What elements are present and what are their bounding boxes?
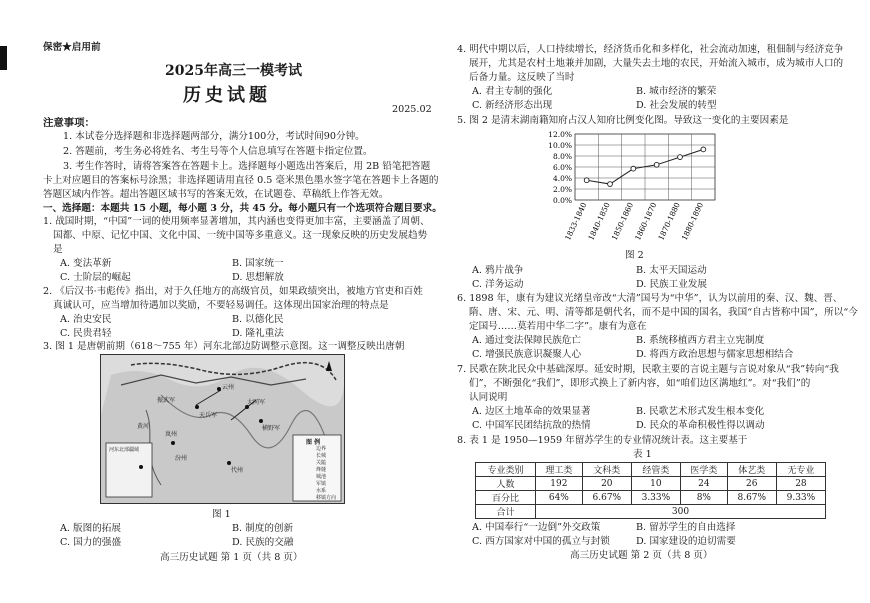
legend-item: 烽燧 <box>316 467 327 473</box>
legend-item: 水系 <box>316 488 327 494</box>
question-1-text: 国都、中原、记忆中国、文化中国、一统中国等多重意义。这一现象反映的历史发展趋势 <box>53 230 428 241</box>
section-heading: 一、选择题：本题共 15 小题，每小题 3 分，共 45 分。每小题只有一个选项符合题目要求。 <box>43 203 442 214</box>
legend-item: 边界 <box>316 446 327 452</box>
y-tick-label: 6.0% <box>552 163 572 172</box>
question-2-option-a[interactable]: A. 治史安民 <box>60 314 112 325</box>
table-header-cell: 文科类 <box>582 463 631 477</box>
question-4-text: 展开，尤其是农村土地兼并加剧，大量失去土地的农民，开始流入城市，成为城市人口的 <box>469 58 844 69</box>
table-total-row <box>476 505 826 519</box>
table-cell: 20 <box>582 477 631 491</box>
question-4-option-a[interactable]: A. 君主专制的强化 <box>472 86 553 97</box>
question-3-option-b[interactable]: B. 制度的创新 <box>232 523 294 534</box>
binding-mark <box>0 46 7 70</box>
table-cell: 8% <box>680 491 727 505</box>
y-tick-label: 0.0% <box>552 196 572 205</box>
question-7-option-b[interactable]: B. 民歌艺术形式发生根本变化 <box>636 406 765 417</box>
note-line: 2. 答题前，考生务必将姓名、考生号等个人信息填写在答题卡指定位置。 <box>63 146 373 157</box>
figure-2-caption: 图 2 <box>625 250 644 261</box>
question-3-option-a[interactable]: A. 版图的拓展 <box>60 523 121 534</box>
question-4-text: 4. 明代中期以后，人口持续增长，经济货币化和多样化，社会流动加速，租佃制与经济竞争 <box>457 44 844 55</box>
table-cell: 3.33% <box>631 491 680 505</box>
question-2-option-c[interactable]: C. 民贵君轻 <box>60 328 112 339</box>
question-7-text: 7. 民歌在陕北民众中基础深厚。延安时期，民歌主要的言说主题与言说对象从“我”转向“我 <box>457 364 839 375</box>
table-cell: 64% <box>535 491 582 505</box>
data-point <box>584 178 589 183</box>
confidential-label: 保密★启用前 <box>43 42 101 53</box>
exam-date: 2025.02 <box>392 104 432 115</box>
legend-item: 军镇 <box>316 481 327 487</box>
question-6-option-c[interactable]: C. 增强民族意识凝聚人心 <box>472 349 582 360</box>
question-6-text: 定国号……莫若用中华二字”。康有为意在 <box>469 321 647 332</box>
question-5-option-c[interactable]: C. 洋务运动 <box>472 279 524 290</box>
map-label: 横野军 <box>262 425 281 432</box>
y-tick-label: 12.0% <box>548 130 572 139</box>
table-total-label: 合计 <box>476 505 536 519</box>
data-point <box>631 166 636 171</box>
data-point <box>678 155 683 160</box>
x-tick-label: 1850-1860 <box>609 201 636 242</box>
table-row <box>476 477 826 491</box>
question-1-text: 1. 战国时期，“中国”一词的使用频率显著增加，其内涵也变得更加丰富，主要涵盖了周朝、 <box>43 216 430 227</box>
question-8-option-d[interactable]: D. 国家建设的迫切需要 <box>636 536 736 547</box>
table-cell: 28 <box>776 477 825 491</box>
question-3-option-c[interactable]: C. 国力的强盛 <box>60 537 122 548</box>
x-tick-label: 1860-1870 <box>633 201 659 242</box>
map-label: 云州 <box>222 384 235 391</box>
question-4-option-d[interactable]: D. 社会发展的转型 <box>636 100 717 111</box>
question-8-option-c[interactable]: C. 西方国家对中国的孤立与封锁 <box>472 536 610 547</box>
data-point <box>654 162 659 167</box>
page-footer-right: 高三历史试题 第 2 页（共 8 页） <box>570 550 713 561</box>
map-label: 大同军 <box>247 399 266 406</box>
question-4-option-c[interactable]: C. 新经济形态出现 <box>472 100 553 111</box>
table-cell: 24 <box>680 477 727 491</box>
inset-label: 河东北部疆域 <box>109 447 140 453</box>
question-6-text: 6. 1898 年，康有为建议光绪皇帝改“大清”国号为“中华”，认为以前用的秦、汉、魏、晋、 <box>457 293 843 304</box>
table-cell: 人数 <box>476 477 536 491</box>
question-7-option-a[interactable]: A. 边区土地革命的效果显著 <box>472 406 591 417</box>
table-cell: 百分比 <box>476 491 536 505</box>
question-3-text: 3. 图 1 是唐朝前期（618～755 年）河东北部边防调整示意图。这一调整反映出唐朝 <box>43 341 405 352</box>
question-5-option-d[interactable]: D. 民族工业发展 <box>636 279 708 290</box>
figure-1-map <box>100 354 345 504</box>
map-label: 汾州 <box>175 455 188 462</box>
table-total-value: 300 <box>535 505 825 519</box>
question-8-text: 8. 表 1 是 1950—1959 年留苏学生的专业情况统计表。这主要基于 <box>457 435 748 446</box>
x-tick-label: 1880-1890 <box>679 201 706 242</box>
question-5-option-b[interactable]: B. 太平天国运动 <box>636 265 707 276</box>
table-header-cell: 经管类 <box>631 463 680 477</box>
question-7-text: 认同说明 <box>469 392 508 403</box>
table-header-cell: 专业类别 <box>476 463 536 477</box>
y-tick-label: 8.0% <box>552 152 572 161</box>
question-1-option-b[interactable]: B. 国家统一 <box>232 258 284 269</box>
question-7-option-d[interactable]: D. 民众的革命积极性得以调动 <box>636 420 765 431</box>
question-1-option-c[interactable]: C. 士阶层的崛起 <box>60 272 131 283</box>
table-cell: 6.67% <box>582 491 631 505</box>
x-tick-label: 1833-1840 <box>563 201 589 242</box>
x-tick-label: 1870-1880 <box>656 201 682 242</box>
note-line: 答题区域内作答。超出答题区域书写的答案无效，在试题卷、草稿纸上作答无效。 <box>43 189 389 200</box>
note-line: 1. 本试卷分选择题和非选择题两部分，满分100分，考试时间90分钟。 <box>63 131 365 142</box>
legend-item: 移镇方向 <box>316 495 337 501</box>
question-2-option-d[interactable]: D. 隆礼重法 <box>232 328 284 339</box>
question-1-option-a[interactable]: A. 变法革新 <box>60 258 112 269</box>
question-7-text: 们”，不断强化“我们”，即形式换上了新内容，如“咱们边区满地红”。对“我们”的 <box>469 378 811 389</box>
legend-title: 图 例 <box>306 439 321 446</box>
y-tick-label: 2.0% <box>552 185 572 194</box>
legend-item: 长城 <box>316 453 327 459</box>
map-label: 黄河 <box>137 423 150 430</box>
question-6-option-a[interactable]: A. 通过变法保障民族危亡 <box>472 335 581 346</box>
table-cell: 26 <box>727 477 776 491</box>
question-2-text: 2. 《后汉书·韦彪传》指出，对于久任地方的高级官员，如果政绩突出，被地方官吏和百姓 <box>43 286 423 297</box>
question-4-text: 后备力量。这反映了当时 <box>469 72 575 83</box>
legend-item: 关隘 <box>316 460 327 466</box>
y-tick-label: 10.0% <box>548 141 572 150</box>
page-footer-left: 高三历史试题 第 1 页（共 8 页） <box>160 552 303 563</box>
question-3-option-d[interactable]: D. 民族的交融 <box>232 537 294 548</box>
table-cell: 192 <box>535 477 582 491</box>
table-header-cell: 体艺类 <box>727 463 776 477</box>
question-5-option-a[interactable]: A. 鸦片战争 <box>472 265 524 276</box>
table-cell: 10 <box>631 477 680 491</box>
data-point <box>608 182 613 187</box>
map-label: 代州 <box>231 467 244 474</box>
notes-heading: 注意事项： <box>43 117 95 129</box>
table-cell: 9.33% <box>776 491 825 505</box>
figure-1-caption: 图 1 <box>212 509 231 520</box>
exam-title: 2025年高三一模考试 <box>165 63 302 79</box>
x-tick-label: 1840-1850 <box>586 201 612 242</box>
table-1 <box>475 462 826 519</box>
question-8-option-b[interactable]: B. 留苏学生的自由选择 <box>636 522 736 533</box>
question-6-option-b[interactable]: B. 系统移植西方君主立宪制度 <box>636 335 765 346</box>
legend-item: 城池 <box>316 474 327 480</box>
note-line: 卡上对应题目的答案标号涂黑；非选择题请用直径 0.5 毫米黑色墨水签字笔在答题卡上各题的 <box>43 175 439 186</box>
table-header-cell: 理工类 <box>535 463 582 477</box>
table-header-row <box>476 463 826 477</box>
subject-title: 历史试题 <box>183 85 271 106</box>
table-header-cell: 医学类 <box>680 463 727 477</box>
question-4-option-b[interactable]: B. 城市经济的繁荣 <box>636 86 717 97</box>
data-point <box>701 147 706 152</box>
question-6-text: 隋、唐、宋、元、明、清等都是朝代名，而不是中国的国名，我国“自古皆称中国”，所以“今 <box>469 307 858 318</box>
note-line: 3. 考生作答时，请将答案答在答题卡上。选择题每小题选出答案后，用 2B 铅笔把答题 <box>63 161 431 172</box>
table-row <box>476 491 826 505</box>
table-header-cell: 无专业 <box>776 463 825 477</box>
question-7-option-c[interactable]: C. 中国军民团结抗敌的热情 <box>472 420 591 431</box>
question-1-text: 是 <box>53 244 63 255</box>
question-6-option-d[interactable]: D. 将西方政治思想与儒家思想相结合 <box>636 349 794 360</box>
table-1-title: 表 1 <box>633 449 652 460</box>
y-tick-label: 4.0% <box>552 174 572 183</box>
map-label: 振武军 <box>157 397 176 404</box>
question-2-option-b[interactable]: B. 以德化民 <box>232 314 284 325</box>
question-8-option-a[interactable]: A. 中国奉行“一边倒”外交政策 <box>472 522 601 533</box>
map-label: 天兵军 <box>199 412 218 419</box>
map-label: 岚州 <box>165 431 178 438</box>
question-2-text: 真诚认可，应当增加待遇加以奖励，不要轻易调任。这体现出国家治理的特点是 <box>53 300 389 311</box>
question-1-option-d[interactable]: D. 思想解放 <box>232 272 284 283</box>
table-cell: 8.67% <box>727 491 776 505</box>
question-5-text: 5. 图 2 是清末湖南籍知府占汉人知府比例变化图。导致这一变化的主要因素是 <box>457 115 789 126</box>
figure-2-line-chart <box>537 128 727 250</box>
